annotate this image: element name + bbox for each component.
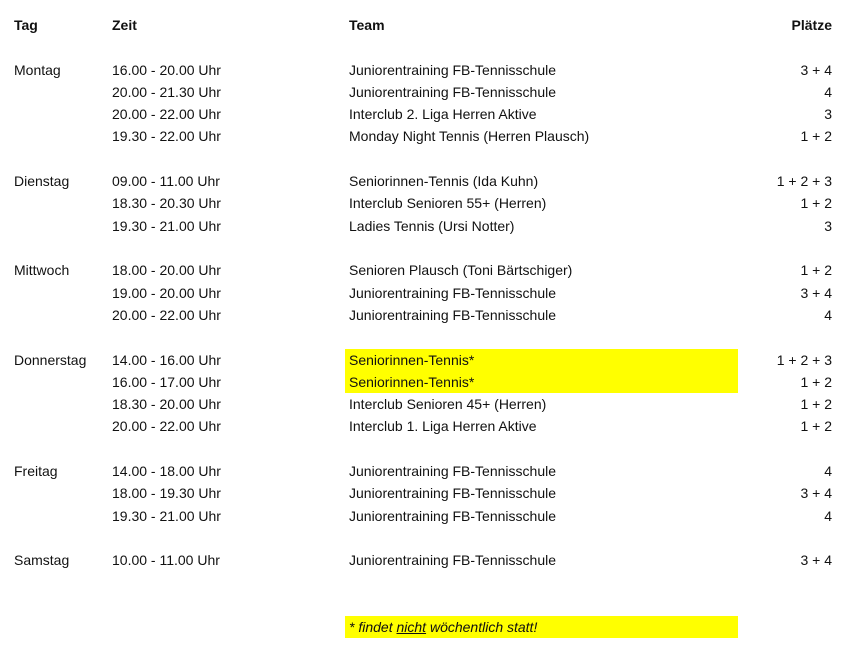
courts-cell: 3 + 4 xyxy=(800,485,832,501)
time-cell: 10.00 - 11.00 Uhr xyxy=(112,552,220,568)
table-row xyxy=(0,125,864,147)
team-cell: Juniorentraining FB-Tennisschule xyxy=(349,552,556,568)
day-cell: Freitag xyxy=(14,463,58,479)
courts-cell: 4 xyxy=(824,84,832,100)
courts-cell: 3 xyxy=(824,106,832,122)
day-cell: Dienstag xyxy=(14,173,70,189)
time-cell: 20.00 - 22.00 Uhr xyxy=(112,106,221,122)
courts-cell: 1 + 2 xyxy=(800,374,832,390)
header-zeit: Zeit xyxy=(112,17,137,33)
table-row xyxy=(0,482,864,504)
table-row xyxy=(0,81,864,103)
time-cell: 19.30 - 22.00 Uhr xyxy=(112,128,221,144)
table-row xyxy=(0,393,864,415)
table-row xyxy=(0,460,864,482)
time-cell: 18.00 - 20.00 Uhr xyxy=(112,262,221,278)
time-cell: 16.00 - 20.00 Uhr xyxy=(112,62,221,78)
table-row xyxy=(0,371,864,393)
table-row xyxy=(0,192,864,214)
day-cell: Mittwoch xyxy=(14,262,70,278)
time-cell: 18.00 - 19.30 Uhr xyxy=(112,485,221,501)
courts-cell: 1 + 2 xyxy=(800,195,832,211)
table-row xyxy=(0,215,864,237)
team-cell: Juniorentraining FB-Tennisschule xyxy=(349,307,556,323)
team-cell: Juniorentraining FB-Tennisschule xyxy=(349,485,556,501)
time-cell: 14.00 - 18.00 Uhr xyxy=(112,463,221,479)
footnote xyxy=(345,616,738,638)
courts-cell: 1 + 2 + 3 xyxy=(776,173,832,189)
table-row xyxy=(0,103,864,125)
team-cell: Interclub Senioren 45+ (Herren) xyxy=(349,396,547,412)
time-cell: 18.30 - 20.00 Uhr xyxy=(112,396,221,412)
time-cell: 19.30 - 21.00 Uhr xyxy=(112,508,221,524)
team-cell: Seniorinnen-Tennis* xyxy=(345,371,738,393)
time-cell: 20.00 - 22.00 Uhr xyxy=(112,307,221,323)
team-cell: Senioren Plausch (Toni Bärtschiger) xyxy=(349,262,573,278)
team-cell: Juniorentraining FB-Tennisschule xyxy=(349,62,556,78)
day-cell: Donnerstag xyxy=(14,352,87,368)
time-cell: 09.00 - 11.00 Uhr xyxy=(112,173,220,189)
courts-cell: 3 xyxy=(824,218,832,234)
team-cell: Interclub 1. Liga Herren Aktive xyxy=(349,418,537,434)
team-cell: Juniorentraining FB-Tennisschule xyxy=(349,285,556,301)
time-cell: 18.30 - 20.30 Uhr xyxy=(112,195,221,211)
courts-cell: 1 + 2 xyxy=(800,262,832,278)
courts-cell: 4 xyxy=(824,463,832,479)
time-cell: 20.00 - 21.30 Uhr xyxy=(112,84,221,100)
team-cell: Juniorentraining FB-Tennisschule xyxy=(349,508,556,524)
courts-cell: 1 + 2 xyxy=(800,418,832,434)
header-team: Team xyxy=(349,17,385,33)
courts-cell: 4 xyxy=(824,307,832,323)
time-cell: 14.00 - 16.00 Uhr xyxy=(112,352,221,368)
table-row xyxy=(0,349,864,371)
courts-cell: 1 + 2 xyxy=(800,128,832,144)
team-cell: Juniorentraining FB-Tennisschule xyxy=(349,84,556,100)
courts-cell: 1 + 2 + 3 xyxy=(776,352,832,368)
table-row xyxy=(0,505,864,527)
team-cell: Interclub Senioren 55+ (Herren) xyxy=(349,195,547,211)
team-cell: Interclub 2. Liga Herren Aktive xyxy=(349,106,537,122)
table-row xyxy=(0,282,864,304)
day-cell: Montag xyxy=(14,62,61,78)
time-cell: 16.00 - 17.00 Uhr xyxy=(112,374,221,390)
courts-cell: 3 + 4 xyxy=(800,62,832,78)
courts-cell: 3 + 4 xyxy=(800,552,832,568)
footnote-suffix: wöchentlich statt! xyxy=(426,619,538,635)
table-row xyxy=(0,59,864,81)
day-cell: Samstag xyxy=(14,552,70,568)
courts-cell: 1 + 2 xyxy=(800,396,832,412)
table-row xyxy=(0,259,864,281)
team-cell: Monday Night Tennis (Herren Plausch) xyxy=(349,128,590,144)
courts-cell: 4 xyxy=(824,508,832,524)
footnote-prefix: * findet xyxy=(349,619,397,635)
team-cell: Seniorinnen-Tennis* xyxy=(345,349,738,371)
courts-cell: 3 + 4 xyxy=(800,285,832,301)
time-cell: 19.30 - 21.00 Uhr xyxy=(112,218,221,234)
footnote-emphasis: nicht xyxy=(396,619,427,635)
table-row xyxy=(0,170,864,192)
header-plaetze: Plätze xyxy=(791,17,832,33)
table-row xyxy=(0,549,864,571)
team-cell: Seniorinnen-Tennis (Ida Kuhn) xyxy=(349,173,539,189)
time-cell: 19.00 - 20.00 Uhr xyxy=(112,285,221,301)
team-cell: Juniorentraining FB-Tennisschule xyxy=(349,463,556,479)
table-row xyxy=(0,415,864,437)
header-tag: Tag xyxy=(14,17,38,33)
table-row xyxy=(0,304,864,326)
time-cell: 20.00 - 22.00 Uhr xyxy=(112,418,221,434)
team-cell: Ladies Tennis (Ursi Notter) xyxy=(349,218,515,234)
